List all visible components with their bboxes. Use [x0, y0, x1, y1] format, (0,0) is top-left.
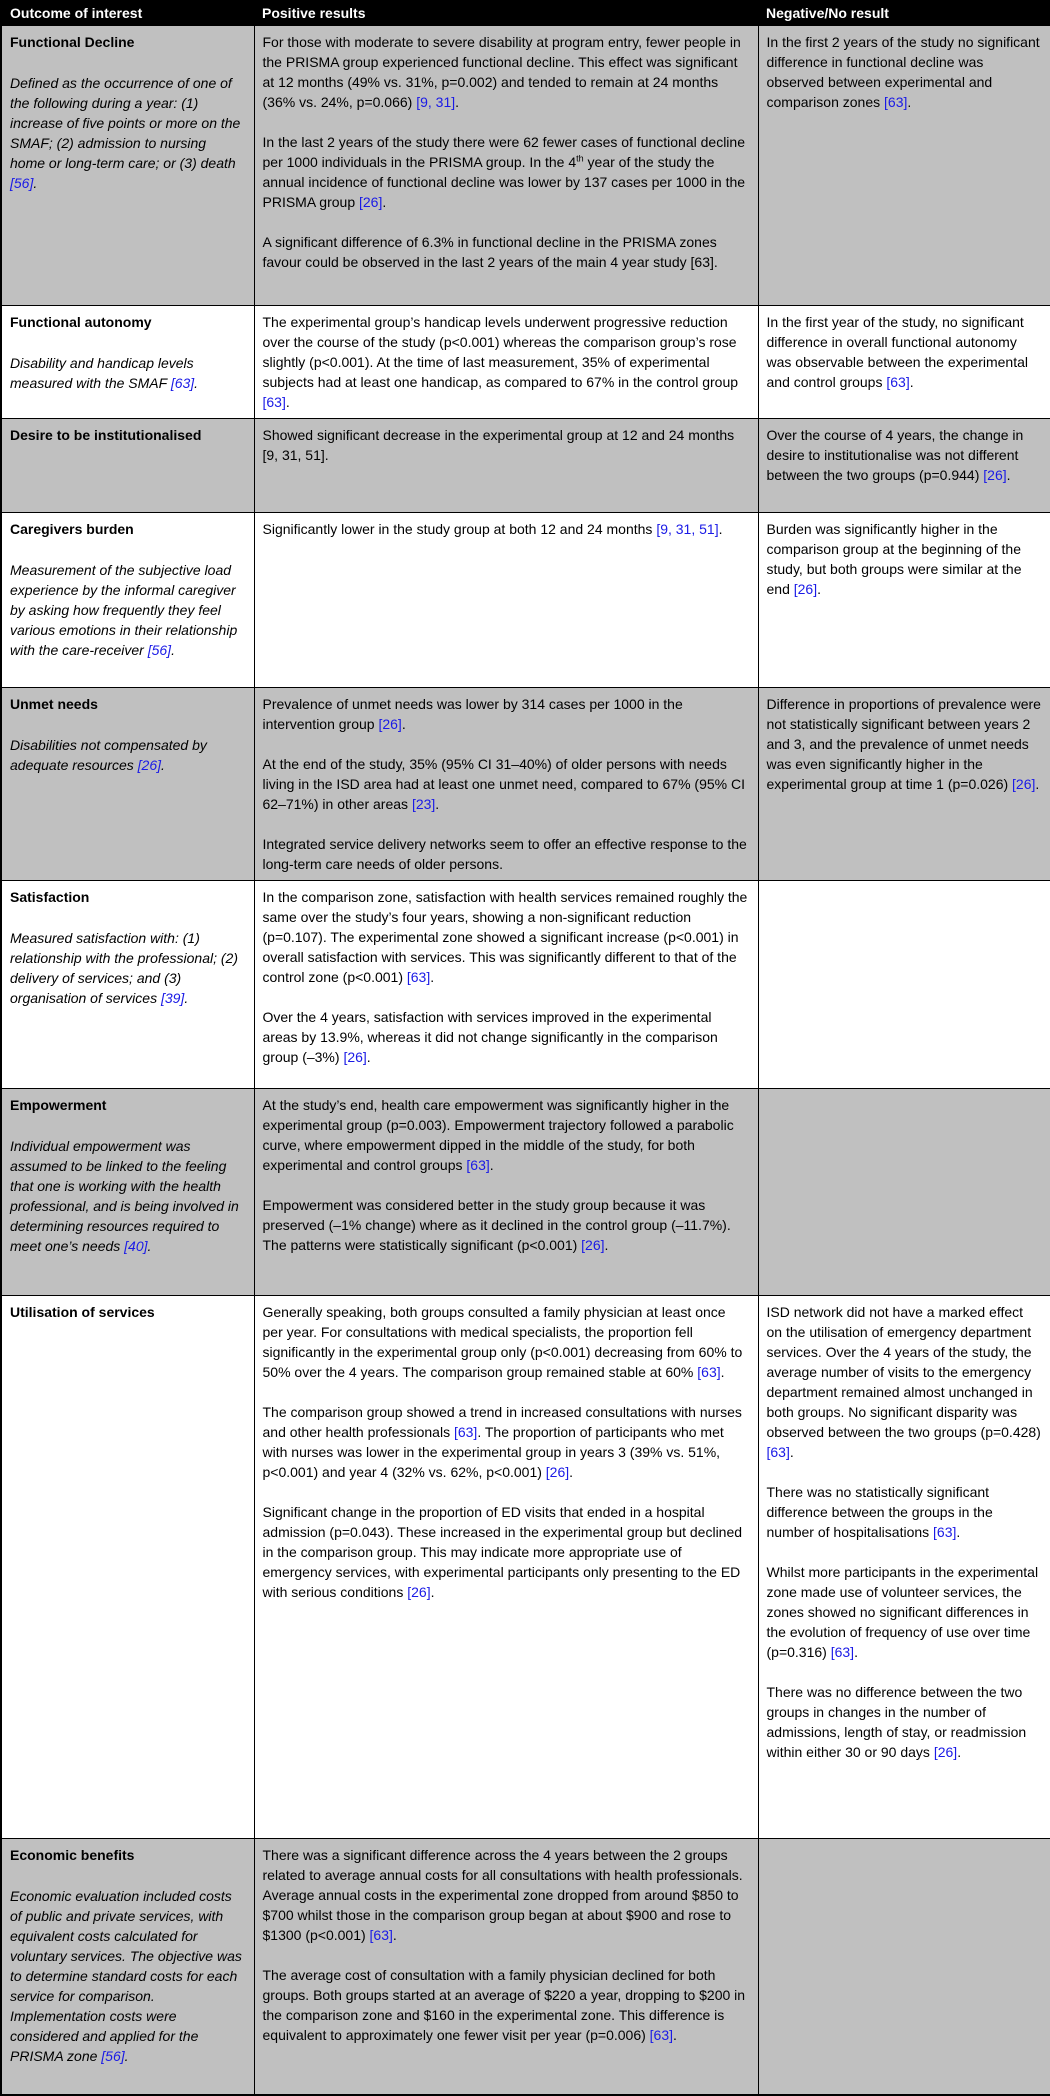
text-run: Disability and handicap levels measured with the SMAF — [10, 354, 194, 391]
outcome-title: Desire to be institutionalised — [10, 426, 202, 443]
text-run: Significantly lower in the study group at both 12 and 24 months — [262, 520, 657, 537]
text-run: . — [909, 373, 914, 390]
table-row — [1, 25, 1050, 305]
citation-ref[interactable]: [63] — [466, 1156, 490, 1173]
outcome-description — [10, 1886, 245, 2066]
citation-ref[interactable]: [63] — [830, 1643, 855, 1660]
result-paragraph — [767, 1302, 1042, 1462]
positive-result-cell — [254, 512, 758, 687]
citation-ref[interactable]: [63] — [453, 1423, 478, 1440]
citation-ref[interactable]: [26] — [343, 1048, 367, 1065]
result-paragraph — [263, 834, 749, 874]
citation-ref[interactable]: [26] — [581, 1236, 605, 1253]
table-row — [1, 687, 1050, 880]
citation-ref[interactable]: [63] — [262, 393, 286, 410]
outcome-cell — [1, 880, 254, 1088]
negative-result-cell — [758, 305, 1050, 418]
text-run: . — [854, 1643, 858, 1660]
outcome-description — [10, 560, 245, 660]
result-paragraph — [767, 1482, 1042, 1542]
text-run: In the comparison zone, satisfaction with health services remained roughly the same over the study’s four years, showing a non-significant reduction (p=0.107). The experimental zone showed a significant increase (p<0.001) in overall satisfaction with services. This was significantly different to that of the control zone (p<0.001) — [262, 888, 748, 985]
result-paragraph — [767, 519, 1042, 599]
negative-result-cell — [758, 1295, 1050, 1838]
text-run: . — [957, 1743, 962, 1760]
column-header-positive: Positive results — [254, 1, 758, 25]
table-row — [1, 1838, 1050, 2095]
superscript-text: th — [576, 153, 584, 164]
negative-result-cell — [758, 1088, 1050, 1295]
citation-ref[interactable]: [23] — [411, 795, 436, 812]
citation-ref[interactable]: [9, 31, 51] — [656, 520, 719, 537]
text-run: year of the study the annual incidence of functional decline was lower by 137 cases per 1000 in the PRISMA group — [262, 154, 746, 210]
text-run: Measured satisfaction with: (1) relationship with the professional; (2) delivery of services; and (3) organisation of services — [10, 929, 239, 1006]
outcome-cell — [1, 512, 254, 687]
text-run: . — [194, 374, 199, 391]
result-paragraph — [263, 519, 749, 539]
text-run: . — [1035, 775, 1040, 792]
text-run: For those with moderate to severe disability at program entry, fewer people in the PRISMA group experienced functional decline. This effect was significant at 12 months (49% vs. 31%, p=0.002) and tended to remain at 24 months (36% vs. 24%, p=0.066) — [262, 34, 741, 110]
positive-result-cell — [254, 418, 758, 512]
outcome-title: Functional autonomy — [10, 313, 152, 330]
text-run: . — [430, 968, 435, 985]
result-paragraph — [263, 312, 749, 412]
text-run: . — [401, 715, 406, 732]
text-run: . — [1006, 466, 1011, 483]
result-paragraph — [263, 232, 749, 272]
result-paragraph — [767, 1562, 1042, 1662]
outcome-title: Unmet needs — [10, 695, 98, 712]
positive-result-cell — [254, 1838, 758, 2095]
outcome-description — [10, 735, 245, 775]
result-paragraph — [263, 425, 749, 465]
text-run: In the first year of the study, no significant difference in overall functional autonomy was observable between the experimental and control groups — [766, 313, 1028, 390]
text-run: In the first 2 years of the study no significant difference in functional decline was observed between experimental and comparison zones — [766, 34, 1040, 110]
text-run: Individual empowerment was assumed to be linked to the feeling that one is working with the health professional, and is being involved in determining resources required to meet one’s needs — [10, 1137, 239, 1254]
text-run: Significant change in the proportion of ED visits that ended in a hospital admission (p=0.043). These increased in the experimental group but declined in the comparison group. This may indicate more appropriate use of emergency services, with experimental participants only presenting to the ED with serious conditions — [262, 1503, 743, 1600]
negative-result-cell — [758, 880, 1050, 1088]
outcome-cell — [1, 1088, 254, 1295]
text-run: Measurement of the subjective load experience by the informal caregiver by asking how frequently they feel various emotions in their relationship with the care-receiver — [10, 561, 238, 658]
table-row — [1, 1295, 1050, 1838]
text-run: Empowerment was considered better in the study group because it was preserved (–1% change) where as it declined in the control group (–11.7%). The patterns were statistically significant (p<0.001) — [262, 1196, 731, 1253]
result-paragraph — [263, 887, 749, 987]
citation-ref[interactable]: [63] — [369, 1926, 393, 1943]
citation-ref[interactable]: [63] — [170, 374, 195, 391]
text-run: There was no difference between the two groups in changes in the number of admissions, length of stay, or readmission within either 30 or 90 days — [766, 1683, 1027, 1760]
text-run: . — [382, 194, 387, 210]
table-header-row — [1, 1, 1050, 25]
result-paragraph — [263, 32, 749, 112]
text-run: ISD network did not have a marked effect on the utilisation of emergency department services. Over the 4 years of the study, the average number of visits to the emergency department remained almost unchanged in both groups. No significant disparity was observed between the two groups (p=0.428) — [766, 1303, 1041, 1440]
text-run: Over the 4 years, satisfaction with services improved in the experimental areas by 13.9%, whereas it did not change significantly in the comparison group (–3%) — [262, 1008, 718, 1065]
text-run: The average cost of consultation with a family physician declined for both groups. Both groups started at an average of $220 a year, dropping to $200 in the comparison zone and $160 in the experimental zone. This difference is equivalent to approximately one fewer visit per year (p=0.006) — [262, 1966, 746, 2043]
outcome-cell — [1, 305, 254, 418]
outcome-description — [10, 928, 245, 1008]
text-run: . — [124, 2047, 129, 2064]
text-run: . — [171, 641, 175, 658]
outcome-cell — [1, 418, 254, 512]
text-run: . — [817, 580, 821, 597]
outcome-title: Economic benefits — [10, 1846, 135, 1863]
citation-ref[interactable]: [26] — [1012, 775, 1036, 792]
table-row — [1, 512, 1050, 687]
text-run: . — [720, 1363, 725, 1380]
outcome-cell — [1, 1838, 254, 2095]
table-row — [1, 418, 1050, 512]
result-paragraph — [263, 1965, 749, 2045]
citation-ref[interactable]: [63] — [884, 94, 908, 110]
text-run: Burden was significantly higher in the comparison group at the beginning of the study, but both groups were similar at the end — [766, 520, 1022, 597]
result-paragraph — [767, 312, 1042, 392]
outcome-title: Satisfaction — [10, 888, 90, 905]
positive-result-cell — [254, 687, 758, 880]
citation-ref[interactable]: [39] — [160, 989, 185, 1006]
text-run: . — [907, 94, 912, 110]
text-run: . — [430, 1583, 435, 1600]
text-run: . — [489, 1156, 494, 1173]
citation-ref[interactable]: [26] — [793, 580, 818, 597]
column-header-outcome: Outcome of interest — [1, 1, 254, 25]
citation-ref[interactable]: [26] — [545, 1463, 570, 1480]
outcome-cell — [1, 687, 254, 880]
text-run: . — [33, 175, 38, 191]
result-paragraph — [263, 754, 749, 814]
citation-ref[interactable]: [26] — [933, 1743, 958, 1760]
result-paragraph — [263, 1007, 749, 1067]
text-run: . — [392, 1926, 397, 1943]
result-paragraph — [767, 1682, 1042, 1762]
text-run: At the end of the study, 35% (95% CI 31–40%) of older persons with needs living in the ISD area had at least one unmet need, compared to 67% (95% CI 62–71%) in other areas — [262, 755, 746, 812]
text-run: Economic evaluation included costs of public and private services, with equivalent costs calculated for voluntary services. The objective was to determine standard costs for each service for comparison. Implementation costs were considered and applied for the PRISMA zone — [10, 1887, 242, 2064]
text-run: . — [184, 989, 189, 1006]
text-run: Defined as the occurrence of one of the following during a year: (1) increase of five points or more on the SMAF; (2) admission to nursing home or long-term care; or (3) death — [10, 75, 241, 171]
table-row — [1, 880, 1050, 1088]
result-paragraph — [263, 132, 749, 212]
text-run: . — [366, 1048, 371, 1065]
positive-result-cell — [254, 25, 758, 305]
negative-result-cell — [758, 687, 1050, 880]
text-run: . — [285, 393, 290, 410]
text-run: Disabilities not compensated by adequate resources — [10, 736, 207, 773]
text-run: Showed significant decrease in the experimental group at 12 and 24 months [9, 31, 51]. — [262, 426, 735, 463]
citation-ref[interactable]: [63] — [697, 1363, 721, 1380]
text-run: Generally speaking, both groups consulted a family physician at least once per year. For consultations with medical specialists, the proportion fell significantly in the experimental group only (p<0.001) decreasing from 60% to 50% over the 4 years. The comparison group remained stable at 60% — [262, 1303, 743, 1380]
result-paragraph — [767, 32, 1042, 112]
negative-result-cell — [758, 418, 1050, 512]
outcome-title: Caregivers burden — [10, 520, 134, 537]
text-run: Prevalence of unmet needs was lower by 314 cases per 1000 in the intervention group — [262, 695, 683, 732]
result-paragraph — [767, 694, 1042, 794]
text-run: Over the course of 4 years, the change in desire to institutionalise was not different between the two groups (p=0.944) — [766, 426, 1024, 483]
text-run: . — [718, 520, 723, 537]
text-run: . — [569, 1463, 574, 1480]
text-run: Whilst more participants in the experimental zone made use of volunteer services, the zones showed no significant differences in the evolution of frequency of use over time (p=0.316) — [766, 1563, 1039, 1660]
text-run: . — [161, 756, 165, 773]
citation-ref[interactable]: [26] — [137, 756, 161, 773]
citation-ref[interactable]: [63] — [766, 1443, 790, 1460]
result-paragraph — [263, 1502, 749, 1602]
text-run: . — [604, 1236, 609, 1253]
result-paragraph — [263, 1302, 749, 1382]
citation-ref[interactable]: [63] — [933, 1523, 957, 1540]
text-run: . The proportion of participants who met with nurses was lower in the experimental group in years 3 (39% vs. 51%, p<0.001) and year 4 (32% vs. 62%, p<0.001) — [262, 1423, 724, 1480]
result-paragraph — [263, 1402, 749, 1482]
citation-ref[interactable]: [26] — [359, 194, 383, 210]
result-paragraph — [263, 1095, 749, 1175]
outcome-title: Functional Decline — [10, 34, 135, 50]
text-run: There was no statistically significant difference between the groups in the number of hospitalisations — [766, 1483, 993, 1540]
table-row — [1, 1088, 1050, 1295]
negative-result-cell — [758, 25, 1050, 305]
text-run: Integrated service delivery networks seem to offer an effective response to the long-term care needs of older persons. — [262, 835, 747, 872]
citation-ref[interactable]: [26] — [378, 715, 402, 732]
outcome-description — [10, 353, 245, 393]
text-run: The comparison group showed a trend in increased consultations with nurses and other health professionals — [262, 1403, 742, 1440]
outcome-description — [10, 1136, 245, 1256]
citation-ref[interactable]: [26] — [983, 466, 1007, 483]
text-run: In the last 2 years of the study there were 62 fewer cases of functional decline per 1000 individuals in the PRISMA group. In the 4 — [262, 134, 745, 170]
citation-ref[interactable]: [63] — [649, 2026, 674, 2043]
text-run: . — [435, 795, 440, 812]
text-run: Difference in proportions of prevalence were not statistically significant between years 2 and 3, and the prevalence of unmet needs was even significantly higher in the experimental group at time 1 (p=0.026) — [766, 695, 1041, 792]
outcome-cell — [1, 1295, 254, 1838]
citation-ref[interactable]: [56] — [101, 2047, 125, 2064]
citation-ref[interactable]: [63] — [886, 373, 910, 390]
result-paragraph — [263, 1845, 749, 1945]
positive-result-cell — [254, 880, 758, 1088]
text-run: A significant difference of 6.3% in functional decline in the PRISMA zones favour could be observed in the last 2 years of the main 4 year study [63]. — [262, 234, 718, 270]
positive-result-cell — [254, 1295, 758, 1838]
outcome-cell — [1, 25, 254, 305]
citation-ref[interactable]: [26] — [407, 1583, 431, 1600]
citation-ref[interactable]: [63] — [406, 968, 431, 985]
outcome-title: Utilisation of services — [10, 1303, 155, 1320]
text-run: There was a significant difference across the 4 years between the 2 groups related to average annual costs for all consultations with health professionals. Average annual costs in the experimental zone dropped from around $850 to $700 whilst those in the comparison group began at about $900 and rose to $1300 (p<0.001) — [262, 1846, 743, 1943]
text-run: . — [956, 1523, 961, 1540]
citation-ref[interactable]: [40] — [124, 1237, 148, 1254]
text-run: . — [789, 1443, 794, 1460]
positive-result-cell — [254, 305, 758, 418]
text-run: . — [147, 1237, 152, 1254]
result-paragraph — [263, 1195, 749, 1255]
column-header-negative: Negative/No result — [758, 1, 1050, 25]
text-run: . — [673, 2026, 677, 2043]
negative-result-cell — [758, 512, 1050, 687]
positive-result-cell — [254, 1088, 758, 1295]
citation-ref[interactable]: [56] — [10, 175, 34, 191]
citation-ref[interactable]: [9, 31] — [416, 94, 456, 110]
text-run: At the study’s end, health care empowerment was significantly higher in the experimental group (p=0.003). Empowerment trajectory followed a parabolic curve, where empowerment dipped in the middle of the study, for both experimental and control groups — [262, 1096, 734, 1173]
result-paragraph — [767, 425, 1042, 485]
table-row — [1, 305, 1050, 418]
text-run: The experimental group’s handicap levels underwent progressive reduction over the course of the study (p<0.001) whereas the comparison group’s rose slightly (p<0.001). At the time of last measurement, 35% of experimental subjects had at least one handicap, as compared to 67% in the control group — [262, 313, 739, 390]
result-paragraph — [263, 694, 749, 734]
outcome-title: Empowerment — [10, 1096, 107, 1113]
text-run: . — [455, 94, 460, 110]
citation-ref[interactable]: [56] — [147, 641, 172, 658]
outcome-description — [10, 73, 245, 193]
negative-result-cell — [758, 1838, 1050, 2095]
